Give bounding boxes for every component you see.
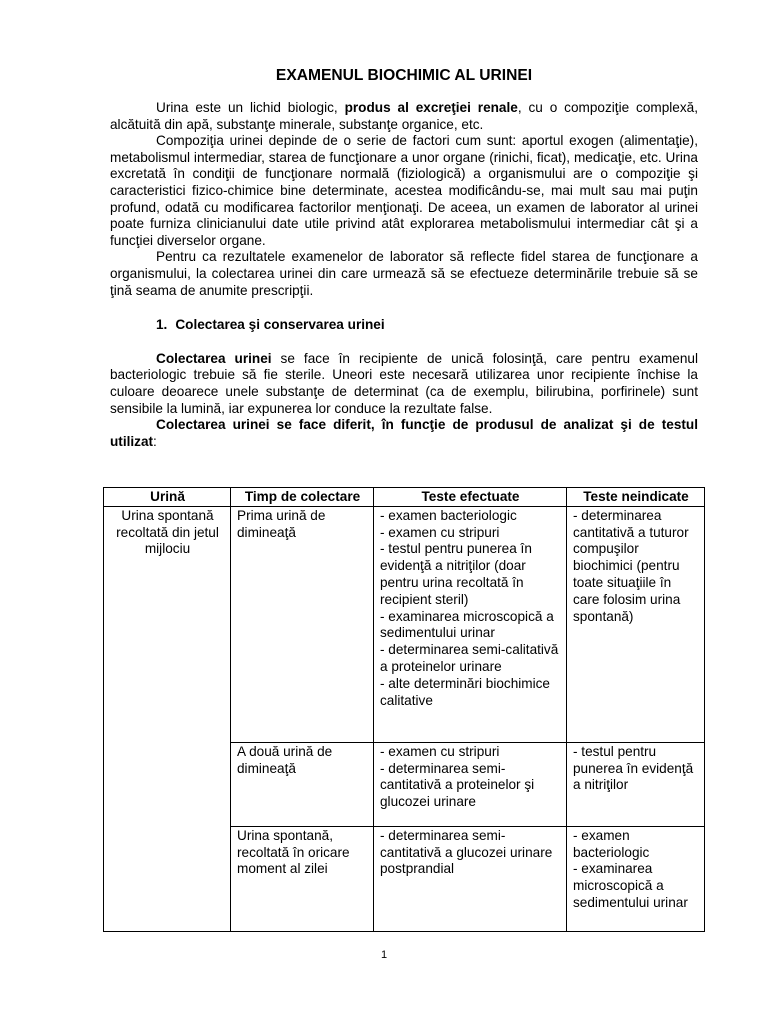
- header-teste-efectuate: Teste efectuate: [374, 488, 567, 507]
- header-timp-colectare: Timp de colectare: [231, 488, 374, 507]
- test-item: - examen bacteriologic: [573, 827, 650, 860]
- paragraph-collection: [110, 351, 698, 417]
- cell-timp: A două urină de dimineaţă: [231, 742, 374, 826]
- paragraph-intro: [110, 100, 698, 133]
- intro-text-c: , cu o compoziţie complexă, alcătuită din apă, substanţe minerale, substanţe organice, etc.: [110, 100, 698, 132]
- collection-table: [103, 487, 705, 932]
- test-item: - examinarea microscopică a sedimentului urinar: [573, 861, 688, 910]
- test-item: - examen bacteriologic: [380, 507, 517, 523]
- section-number: 1.: [156, 317, 168, 333]
- cell-timp: Urina spontană, recoltată în oricare moment al zilei: [231, 826, 374, 931]
- page-number: 1: [380, 949, 388, 961]
- table-row: [104, 506, 705, 742]
- table-header-row: [104, 488, 705, 507]
- paragraph-collection-methods: [110, 417, 698, 450]
- header-teste-neindicate: Teste neindicate: [567, 488, 705, 507]
- document-title: EXAMENUL BIOCHIMIC AL URINEI: [275, 67, 533, 84]
- test-item: - determinarea cantitativă a tuturor compuşilor biochimici (pentru toate situaţiile în care folosim urina spontană): [573, 507, 689, 624]
- cell-teste: [374, 742, 567, 826]
- collection-text: se face în recipiente de unică folosinţă, care pentru examenul bacteriologic trebuie să fie sterile. Uneori este necesară utilizarea unor recipiente închise la culoare deoarece unele substanţe de determinat (ca de exemplu, bilirubina, porfirinele) sunt sensibile la lumină, iar expunerea lor conduce la rezultate false.: [110, 350, 698, 416]
- paragraph-composition: Compoziţia urinei depinde de o serie de factori cum sunt: aportul exogen (alimentaţie), metabolismul intermediar, starea de funcţionare a unor organe (rinichi, ficat), medicaţie, etc. Urina excretată în condiţii de funcţionare normală (fiziologică) a organismului are o compoziţie şi caracteristici fizico-chimice bine determinate, acestea modificându-se, mai mult sau mai puţin profund, odată cu modificarea factorilor menţionaţi. De aceea, un examen de laborator al urinei poate furniza clinicianului date utile privind atât explorarea metabolismului intermediar cât şi a funcţiei diverselor organe.: [110, 133, 698, 248]
- header-urina: Urină: [104, 488, 231, 507]
- test-item: - testul pentru punerea în evidenţă a nitriţilor (doar pentru urina recoltată în recipient steril): [380, 541, 532, 607]
- test-item: - testul pentru punerea în evidenţă a nitriţilor: [573, 743, 694, 793]
- cell-teste: [374, 506, 567, 742]
- test-item: - determinarea semi-calitativă a proteinelor urinare: [380, 642, 559, 674]
- cell-neindicate: [567, 742, 705, 826]
- intro-text-a: Urina este un lichid biologic,: [156, 100, 345, 115]
- methods-bold-text: Colectarea urinei se face diferit, în funcţie de produsul de analizat şi de testul utilizat: [110, 417, 698, 449]
- test-item: - examen cu stripuri: [380, 524, 500, 540]
- test-item: - examen cu stripuri: [380, 743, 500, 759]
- cell-teste: [374, 826, 567, 931]
- cell-urina-type: Urina spontană recoltată din jetul mijlociu: [104, 506, 231, 931]
- paragraph-requirements: Pentru ca rezultatele examenelor de laborator să reflecte fidel starea de funcţionare a organismului, la colectarea urinei din care urmează să se efectueze determinările trebuie să se ţină seama de anumite prescripţii.: [110, 249, 698, 298]
- collection-bold-term: Colectarea urinei: [156, 350, 272, 366]
- cell-neindicate: [567, 506, 705, 742]
- test-item: - examinarea microscopică a sedimentului urinar: [380, 608, 554, 641]
- document-body: [110, 66, 698, 450]
- cell-neindicate: [567, 826, 705, 931]
- test-item: - determinarea semi-cantitativă a glucozei urinare postprandial: [380, 827, 553, 877]
- cell-timp: Prima urină de dimineaţă: [231, 506, 374, 742]
- methods-colon: :: [153, 433, 157, 449]
- intro-bold-phrase: produs al excreţiei renale: [344, 100, 518, 115]
- section-title: Colectarea şi conservarea urinei: [175, 317, 385, 333]
- test-item: - alte determinări biochimice calitative: [380, 675, 550, 708]
- section-heading: [110, 317, 698, 334]
- test-item: - determinarea semi-cantitativă a proteinelor şi glucozei urinare: [380, 760, 535, 810]
